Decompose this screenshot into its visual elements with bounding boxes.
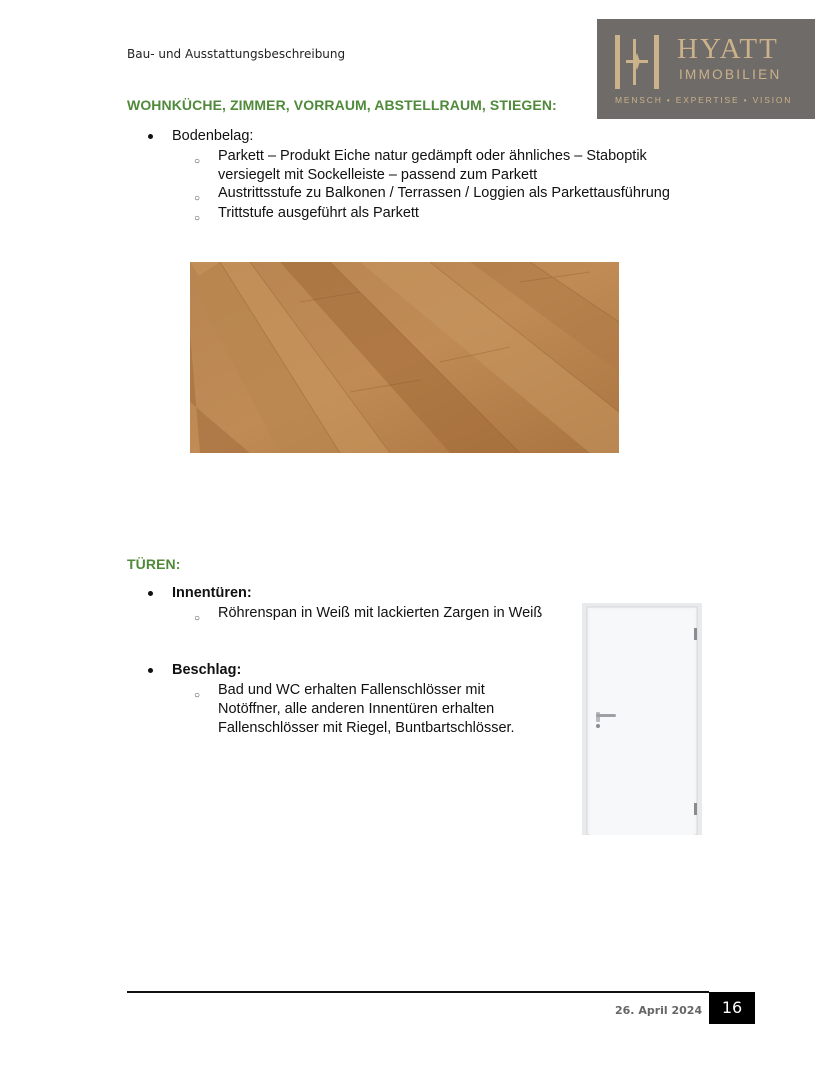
bullet-innentueren: [172, 585, 252, 601]
list-item-text: Austrittsstufe zu Balkonen / Terrassen / Loggien als Parkettausführung: [218, 185, 670, 201]
list-item: [194, 204, 419, 224]
bullet-label: Beschlag:: [172, 662, 242, 678]
circle-bullet-icon: ○: [194, 193, 201, 204]
bullet-label: Bodenbelag:: [172, 128, 254, 144]
interior-door-image: [582, 603, 702, 835]
bullet-bodenbelag: [172, 128, 253, 144]
logo-tagline: MENSCH • EXPERTISE • VISION: [615, 95, 793, 105]
bullet-dot-icon: [148, 134, 153, 139]
hyatt-logo: [597, 19, 815, 119]
circle-bullet-icon: ○: [194, 613, 201, 624]
logo-name: HYATT: [677, 33, 779, 65]
circle-bullet-icon: ○: [194, 156, 201, 167]
document-header-title: Bau- und Ausstattungsbeschreibung: [127, 47, 346, 61]
list-item-text: Trittstufe ausgeführt als Parkett: [218, 205, 419, 221]
parquet-floor-image: [190, 262, 619, 453]
footer-divider: [127, 991, 709, 993]
bullet-dot-icon: [148, 591, 153, 596]
list-item-text: Fallenschlösser mit Riegel, Buntbartschlösser.: [218, 720, 515, 736]
logo-subtitle: IMMOBILIEN: [679, 67, 782, 82]
bullet-dot-icon: [148, 668, 153, 673]
list-item: [194, 681, 515, 738]
circle-bullet-icon: ○: [194, 213, 201, 224]
footer-date: 26. April 2024: [615, 1004, 703, 1017]
section-heading-doors: TÜREN:: [127, 556, 181, 572]
list-item: [194, 604, 543, 624]
list-item-text: Bad und WC erhalten Fallenschlösser mit: [218, 682, 485, 698]
bullet-label: Innentüren:: [172, 585, 252, 601]
page-number: 16: [709, 992, 755, 1024]
hyatt-monogram-icon: [613, 33, 661, 91]
list-item-text: Röhrenspan in Weiß mit lackierten Zargen in Weiß: [218, 605, 543, 621]
list-item: [194, 184, 670, 204]
list-item: [194, 147, 647, 185]
list-item-text: Parkett – Produkt Eiche natur gedämpft oder ähnliches – Staboptik: [218, 148, 647, 164]
circle-bullet-icon: ○: [194, 690, 201, 701]
bullet-beschlag: [172, 662, 241, 678]
list-item-text: Notöffner, alle anderen Innentüren erhalten: [218, 701, 495, 717]
section-heading-rooms: WOHNKÜCHE, ZIMMER, VORRAUM, ABSTELLRAUM, STIEGEN:: [127, 97, 557, 113]
list-item-text: versiegelt mit Sockelleiste – passend zum Parkett: [218, 167, 538, 183]
